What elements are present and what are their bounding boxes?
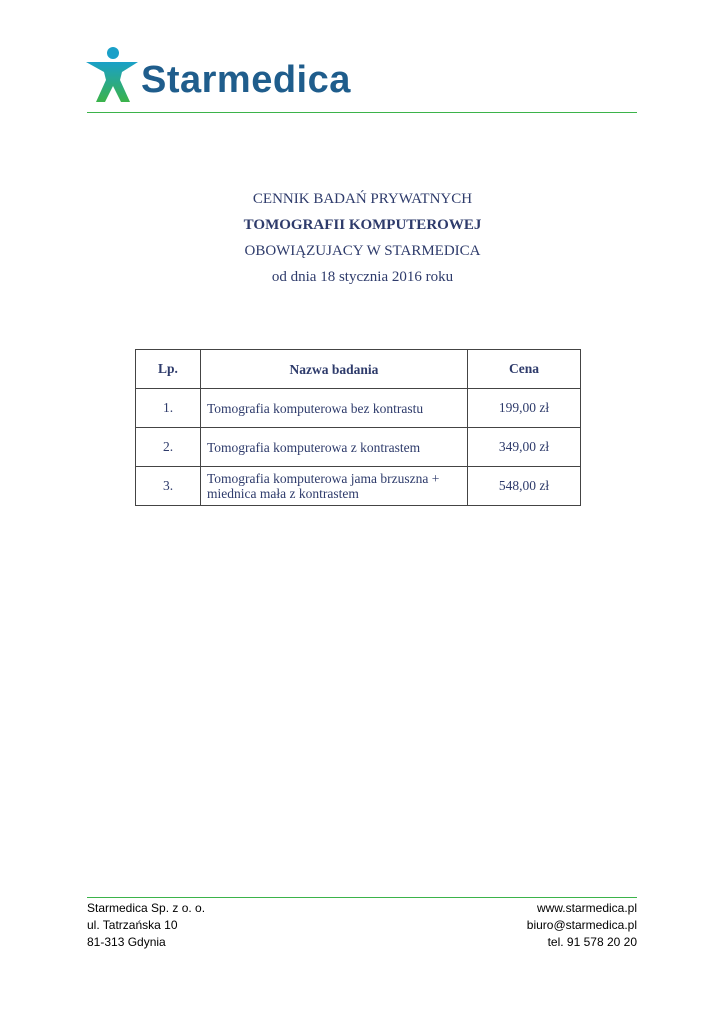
row-lp: 2. — [136, 428, 201, 467]
starmedica-logo — [86, 46, 376, 106]
title-line-2: TOMOGRAFII KOMPUTEROWEJ — [243, 217, 482, 233]
footer-city: 81-313 Gdynia — [87, 935, 166, 949]
title-line-4: od dnia 18 stycznia 2016 roku — [271, 269, 454, 285]
table-row — [136, 467, 581, 506]
footer-website-link[interactable]: www.starmedica.pl — [536, 901, 637, 915]
logo-wordmark: Starmedica — [141, 59, 351, 101]
row-name: Tomografia komputerowa jama brzuszna + miednica mała z kontrastem — [201, 467, 468, 506]
title-line-1: CENNIK BADAŃ PRYWATNYCH — [252, 191, 473, 207]
header-divider — [87, 112, 637, 113]
footer-contact — [527, 900, 637, 951]
table-header-row — [136, 350, 581, 389]
row-lp: 3. — [136, 467, 201, 506]
footer-divider — [87, 897, 637, 898]
row-price: 548,00 zł — [468, 467, 581, 506]
header-name: Nazwa badania — [201, 350, 468, 389]
footer-address — [87, 900, 205, 951]
footer-street: ul. Tatrzańska 10 — [87, 918, 178, 932]
header-price: Cena — [468, 350, 581, 389]
row-price: 199,00 zł — [468, 389, 581, 428]
row-name: Tomografia komputerowa bez kontrastu — [201, 389, 468, 428]
row-lp: 1. — [136, 389, 201, 428]
person-figure-icon — [86, 46, 138, 104]
header-lp: Lp. — [136, 350, 201, 389]
footer-phone: tel. 91 578 20 20 — [547, 935, 637, 949]
footer-email-link[interactable]: biuro@starmedica.pl — [526, 918, 637, 932]
table-row — [136, 389, 581, 428]
row-price: 349,00 zł — [468, 428, 581, 467]
title-line-3: OBOWIĄZUJACY W STARMEDICA — [244, 243, 481, 259]
price-table — [135, 349, 581, 506]
table-row — [136, 428, 581, 467]
footer-company: Starmedica Sp. z o. o. — [87, 901, 206, 915]
document-title — [0, 186, 725, 290]
row-name: Tomografia komputerowa z kontrastem — [201, 428, 468, 467]
